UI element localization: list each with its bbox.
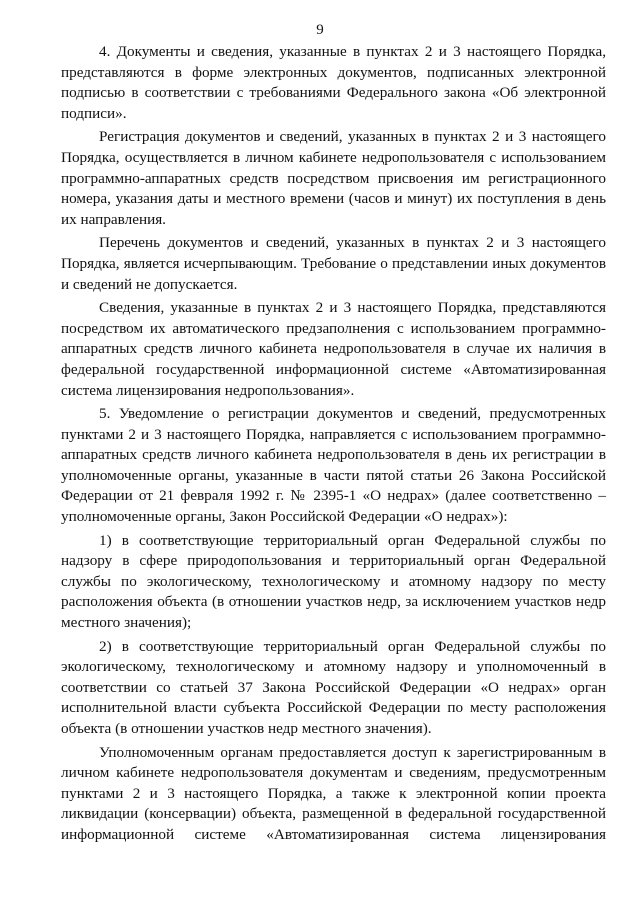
paragraph-item-5: 5. Уведомление о регистрации документов и сведений, предусмотренных пунктами 2 и 3 настоящего Порядка, направляется с использованием программно-аппаратных средств личного кабинета недропользователя в день их регистрации в уполномоченные органы, указанные в части пятой статьи 26 Закона Российской Федерации от 21 февраля 1992 г. № 2395-1 «О недрах» (далее соответственно – уполномоченные органы, Закон Российской Федерации «О недрах»): xyxy=(61,405,606,526)
paragraph-subitem-1: 1) в соответствующие территориальный орган Федеральной службы по надзору в сфере природопользования и территориальный орган Федеральной службы по экологическому, технологическому и атомному надзору по месту расположения объекта (в отношении участков недр, за исключением участков недр местного значения); xyxy=(61,531,606,632)
paragraph-item-4: 4. Документы и сведения, указанные в пунктах 2 и 3 настоящего Порядка, представляются в форме электронных документов, подписанных электронной подписью в соответствии с требованиями Федерального закона «Об электронной подписи». xyxy=(61,43,606,122)
document-body xyxy=(61,42,606,846)
paragraph-access: Уполномоченным органам предоставляется доступ к зарегистрированным в личном кабинете недропользователя документам и сведениям, предусмотренным пунктами 2 и 3 настоящего Порядка, а также к электронной копии проекта ликвидации (консервации) объекта, размещенной в федеральной государственной информационной системе «Автоматизированная система лицензирования xyxy=(61,743,606,843)
paragraph-autofill: Сведения, указанные в пунктах 2 и 3 настоящего Порядка, представляются посредством их автоматического предзаполнения с использованием программно-аппаратных средств личного кабинета недропользователя в случае их наличия в федеральной государственной информационной системе «Автоматизированная система лицензирования недропользования». xyxy=(61,299,606,399)
page-number: 9 xyxy=(316,22,324,38)
paragraph-exhaustive-list: Перечень документов и сведений, указанных в пунктах 2 и 3 настоящего Порядка, является исчерпывающим. Требование о представлении иных документов и сведений не допускается. xyxy=(61,234,606,293)
paragraph-registration: Регистрация документов и сведений, указанных в пунктах 2 и 3 настоящего Порядка, осуществляется в личном кабинете недропользователя с использованием программно-аппаратных средств посредством присвоения им регистрационного номера, указания даты и местного времени (часов и минут) их поступления в день их направления. xyxy=(61,128,606,228)
paragraph-subitem-2: 2) в соответствующие территориальный орган Федеральной службы по экологическому, технологическому и атомному надзору и уполномоченный в соответствии со статьей 37 Закона Российской Федерации «О недрах» орган исполнительной власти субъекта Российской Федерации по месту расположения объекта (в отношении участков недр местного значения). xyxy=(61,637,606,737)
